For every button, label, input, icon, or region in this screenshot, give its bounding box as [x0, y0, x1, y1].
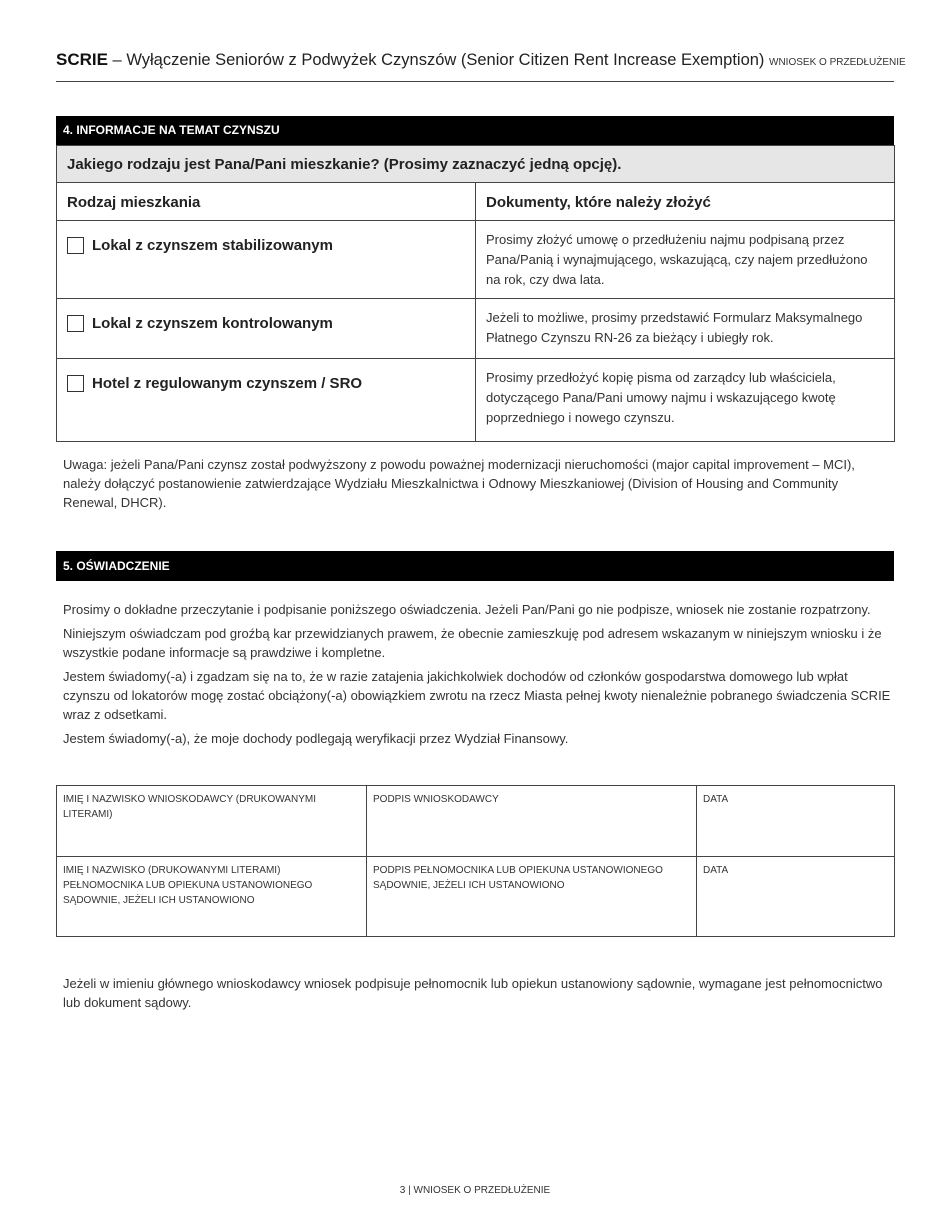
applicant-signature-field[interactable]: PODPIS WNIOSKODAWCY: [367, 786, 697, 857]
footer-text: WNIOSEK O PRZEDŁUŻENIE: [413, 1185, 551, 1196]
header-subtitle: WNIOSEK O PRZEDŁUŻENIE: [769, 57, 906, 68]
option-hotel-sro[interactable]: [57, 359, 476, 442]
page-header: [56, 50, 906, 82]
applicant-date-field[interactable]: DATA: [697, 786, 895, 857]
signature-table: [56, 785, 895, 937]
rent-info-table: [56, 145, 895, 442]
docs-hotel-sro: Prosimy przedłożyć kopię pisma od zarządcy lub właściciela, dotyczącego Pana/Pani umowy najmu i wskazującego kwotę poprzedniego i nowego czynszu.: [476, 359, 895, 442]
option-label: Lokal z czynszem stabilizowanym: [92, 237, 333, 254]
apartment-type-question: Jakiego rodzaju jest Pana/Pani mieszkanie? (Prosimy zaznaczyć jedną opcję).: [57, 146, 895, 183]
checkbox-rent-stabilized[interactable]: [67, 237, 84, 254]
page-footer: [0, 1185, 950, 1196]
declaration-paragraph: Prosimy o dokładne przeczytanie i podpisanie poniższego oświadczenia. Jeżeli Pan/Pani go nie podpisze, wniosek nie zostanie rozpatrzony.: [63, 602, 871, 617]
header-title: – Wyłączenie Seniorów z Podwyżek Czynszów (Senior Citizen Rent Increase Exemption): [107, 51, 770, 69]
header-brand: SCRIE: [56, 50, 108, 69]
section-4-title: 4. INFORMACJE NA TEMAT CZYNSZU: [56, 116, 894, 145]
column-header-type: Rodzaj mieszkania: [57, 183, 476, 221]
checkbox-hotel-sro[interactable]: [67, 375, 84, 392]
representative-note: Jeżeli w imieniu głównego wnioskodawcy wniosek podpisuje pełnomocnik lub opiekun ustanowiony sądownie, wymagane jest pełnomocnictwo lub dokument sądowy.: [63, 976, 883, 1010]
option-label: Hotel z regulowanym czynszem / SRO: [92, 375, 363, 392]
representative-name-field[interactable]: IMIĘ I NAZWISKO (DRUKOWANYMI LITERAMI) PEŁNOMOCNIKA LUB OPIEKUNA USTANOWIONEGO SĄDOWNIE, JEŻELI ICH USTANOWIONO: [57, 857, 367, 937]
declaration-paragraph: Niniejszym oświadczam pod groźbą kar przewidzianych prawem, że obecnie zamieszkuję pod adresem wskazanym w niniejszym wniosku i że wszystkie podane informacje są prawdziwe i kompletne.: [63, 626, 882, 660]
table-row: [57, 359, 895, 442]
representative-date-field[interactable]: DATA: [697, 857, 895, 937]
checkbox-rent-controlled[interactable]: [67, 315, 84, 332]
option-rent-stabilized[interactable]: [57, 221, 476, 299]
declaration-text: [63, 600, 893, 753]
table-row: [57, 299, 895, 359]
declaration-paragraph: Jestem świadomy(-a), że moje dochody podlegają weryfikacji przez Wydział Finansowy.: [63, 731, 569, 746]
mci-note: Uwaga: jeżeli Pana/Pani czynsz został podwyższony z powodu poważnej modernizacji nieruchomości (major capital improvement – MCI), należy dołączyć postanowienie zatwierdzające Wydziału Mieszkalnictwa i Odnowy Mieszkaniowej (Division of Housing and Community Renewal, DHCR).: [63, 457, 855, 510]
section-5-title: 5. OŚWIADCZENIE: [56, 551, 894, 581]
page-number: 3 |: [399, 1185, 414, 1196]
docs-rent-stabilized: Prosimy złożyć umowę o przedłużeniu najmu podpisaną przez Pana/Panią i wynajmującego, wskazującą, czy najem przedłużono na rok, czy dwa lata.: [476, 221, 895, 299]
docs-rent-controlled: Jeżeli to możliwe, prosimy przedstawić Formularz Maksymalnego Płatnego Czynszu RN-26 za bieżący i ubiegły rok.: [476, 299, 895, 359]
column-header-docs: Dokumenty, które należy złożyć: [476, 183, 895, 221]
declaration-paragraph: Jestem świadomy(-a) i zgadzam się na to, że w razie zatajenia jakichkolwiek dochodów od członków gospodarstwa domowego lub wpłat czynszu od lokatorów mogę zostać obciążony(-a) obowiązkiem zwrotu na rzecz Miasta pełnej kwoty nienależnie pobranego świadczenia SCRIE wraz z odsetkami.: [63, 669, 891, 722]
option-label: Lokal z czynszem kontrolowanym: [92, 315, 333, 332]
representative-signature-field[interactable]: PODPIS PEŁNOMOCNIKA LUB OPIEKUNA USTANOWIONEGO SĄDOWNIE, JEŻELI ICH USTANOWIONO: [367, 857, 697, 937]
option-rent-controlled[interactable]: [57, 299, 476, 359]
applicant-name-field[interactable]: IMIĘ I NAZWISKO WNIOSKODAWCY (DRUKOWANYMI LITERAMI): [57, 786, 367, 857]
table-row: [57, 221, 895, 299]
